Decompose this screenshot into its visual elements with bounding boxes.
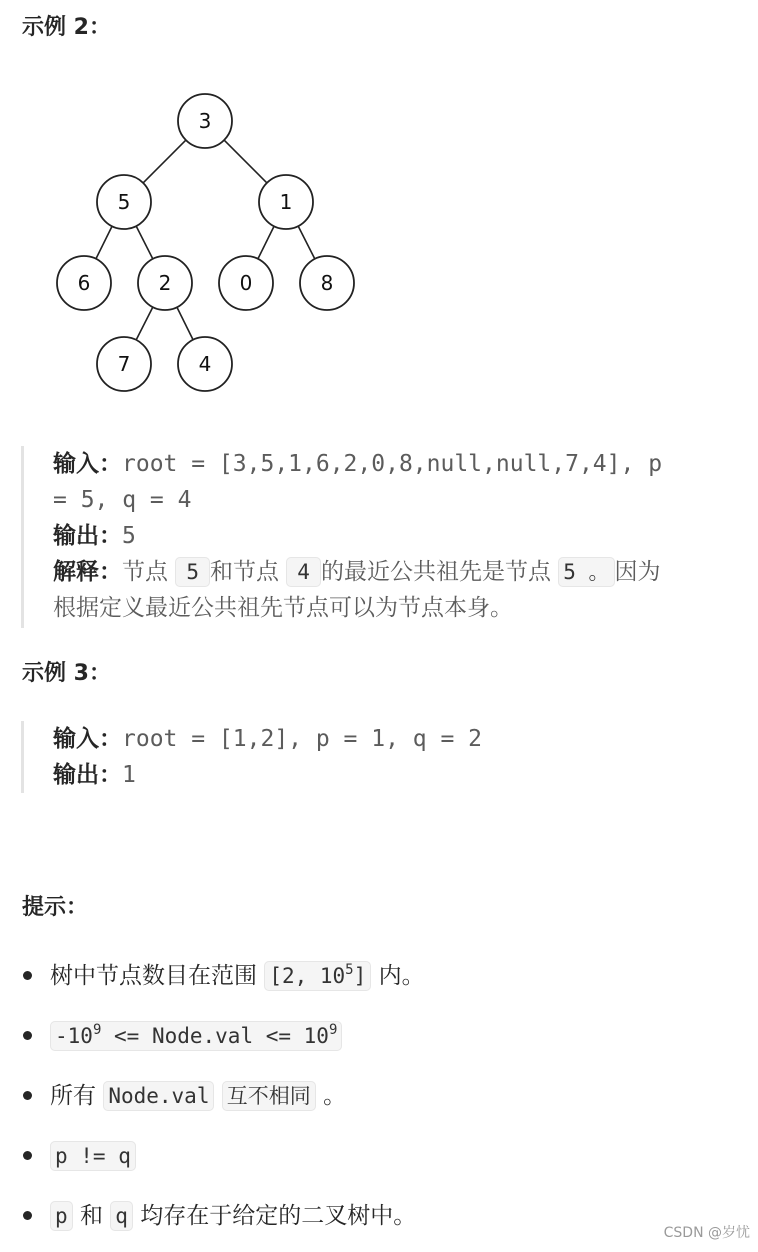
tree-node-label: 4: [198, 352, 212, 376]
explain-text: 节点: [122, 559, 168, 585]
example-2-heading: 示例 2：: [22, 15, 111, 40]
explain-text: 因为: [614, 559, 661, 585]
tree-node-label: 0: [239, 271, 253, 295]
explain-text: 和节点: [209, 559, 279, 585]
tree-edge: [136, 307, 153, 340]
tree-node-label: 8: [320, 271, 334, 295]
tree-edge: [258, 226, 274, 259]
example-3-block: [21, 721, 733, 793]
tree-node-0: [219, 256, 273, 310]
hints-list: [20, 952, 720, 1252]
bullet-icon: [23, 1031, 32, 1040]
input-label: 输入：: [53, 451, 122, 477]
input-label: 输入：: [53, 726, 122, 752]
tree-node-8: [300, 256, 354, 310]
inline-code: $-10^9$ <= Node.val <= $10^9$: [50, 1021, 342, 1051]
tree-node-4: [178, 337, 232, 391]
bullet-icon: [23, 1151, 32, 1160]
example-3-heading: 示例 3：: [22, 661, 111, 686]
list-item: [20, 1072, 720, 1132]
inline-code: 互不相同: [222, 1081, 316, 1111]
inline-code: 4: [286, 557, 321, 587]
tree-edge: [177, 307, 193, 340]
inline-code: p: [50, 1201, 73, 1231]
tree-edge: [143, 140, 186, 183]
tree-node-label: 5: [117, 190, 131, 214]
output-value: 5: [122, 523, 136, 549]
hint-text: 树中节点数目在范围: [50, 963, 257, 989]
output-label: 输出：: [53, 523, 122, 549]
inline-code: p != q: [50, 1141, 136, 1171]
hint-text: 。: [323, 1083, 347, 1109]
bullet-icon: [23, 1211, 32, 1220]
bullet-icon: [23, 971, 32, 980]
tree-node-label: 7: [117, 352, 131, 376]
list-item: [20, 952, 720, 1012]
hint-text: 内。: [378, 963, 425, 989]
tree-node-label: 1: [279, 190, 293, 214]
explain-label: 解释：: [53, 559, 122, 585]
hint-text: 所有: [50, 1083, 96, 1109]
watermark: CSDN @岁忧: [663, 1225, 750, 1241]
tree-node-label: 6: [77, 271, 91, 295]
tree-edge: [224, 140, 267, 183]
bullet-icon: [23, 1091, 32, 1100]
tree-node-5: [97, 175, 151, 229]
input-value-continued: = 5, q = 4: [53, 487, 192, 513]
inline-code: Node.val: [103, 1081, 214, 1111]
tree-node-label: 2: [158, 271, 172, 295]
tree-edge: [136, 226, 153, 259]
example-2-block: [21, 446, 733, 628]
tree-node-label: 3: [198, 109, 212, 133]
inline-code: 5: [175, 557, 210, 587]
inline-code: q: [110, 1201, 133, 1231]
output-label: 输出：: [53, 762, 122, 788]
hints-heading: 提示：: [22, 895, 89, 920]
explain-text: 的最近公共祖先是节点: [320, 559, 551, 585]
tree-node-7: [97, 337, 151, 391]
tree-edge: [298, 226, 315, 259]
tree-node-3: [178, 94, 232, 148]
tree-node-2: [138, 256, 192, 310]
input-value: root = [3,5,1,6,2,0,8,null,null,7,4], p: [122, 451, 663, 477]
tree-node-6: [57, 256, 111, 310]
explain-text-continued: 根据定义最近公共祖先节点可以为节点本身。: [53, 595, 513, 621]
list-item: [20, 1012, 720, 1072]
binary-tree-diagram: [50, 86, 370, 406]
hint-text: 均存在于给定的二叉树中。: [140, 1203, 417, 1229]
output-value: 1: [122, 762, 136, 788]
hint-text: 和: [79, 1203, 103, 1229]
tree-edge: [96, 226, 112, 259]
list-item: [20, 1192, 720, 1252]
inline-code: 5 。: [558, 557, 614, 587]
tree-node-1: [259, 175, 313, 229]
input-value: root = [1,2], p = 1, q = 2: [122, 726, 483, 752]
list-item: [20, 1132, 720, 1192]
inline-code: [2, $10^5$]: [264, 961, 371, 991]
